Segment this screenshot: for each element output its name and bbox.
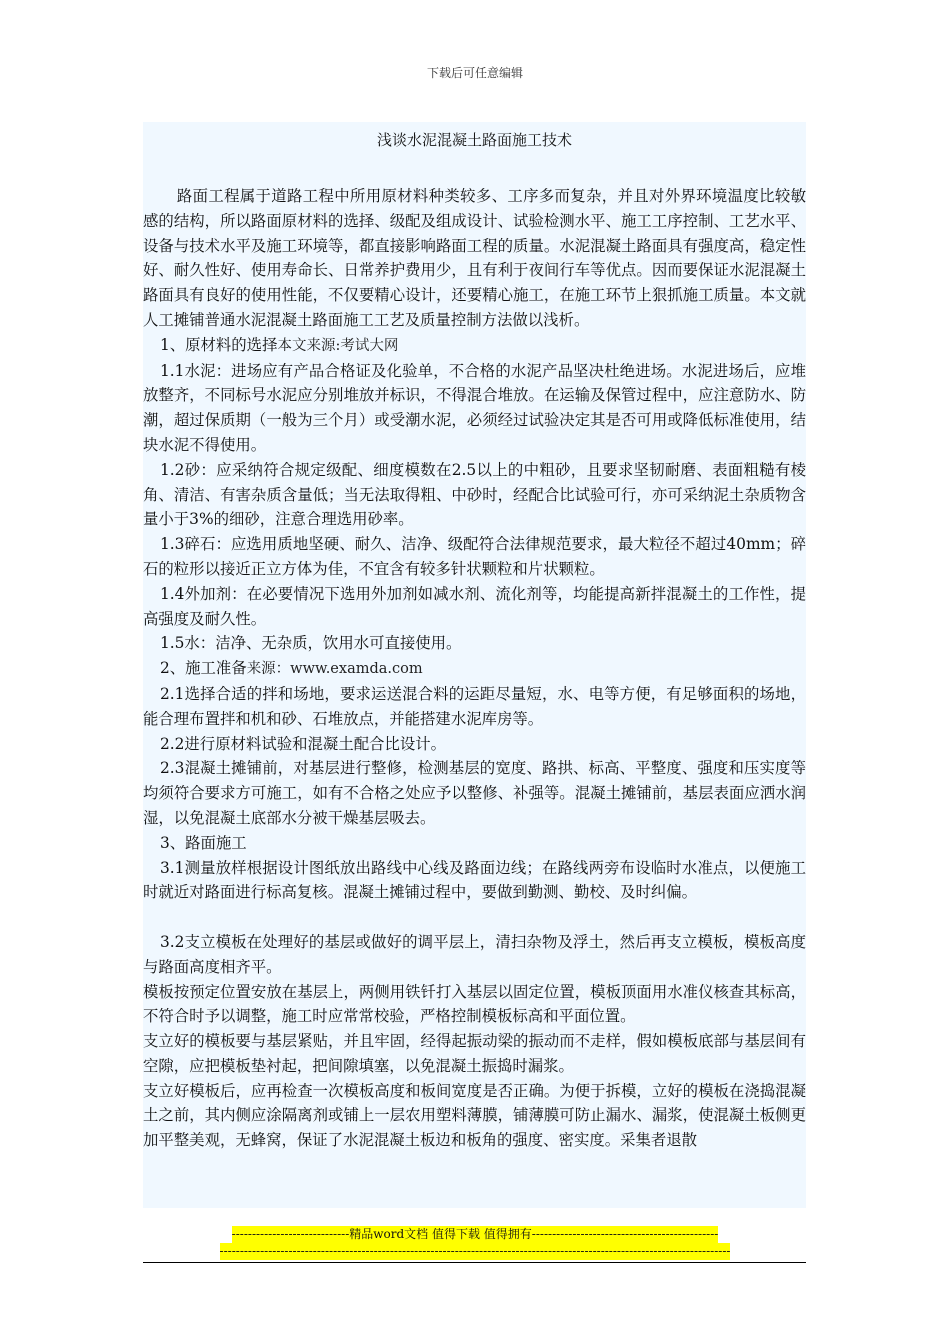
- section-2-source: 来源：www.examda.com: [246, 661, 423, 678]
- paragraph-1-5: 1.5水：洁净、无杂质，饮用水可直接使用。: [159, 634, 462, 653]
- paragraph-3-2-b: 支立好的模板要与基层紧贴，并且牢固，经得起振动梁的振动而不走样，假如模板底部与基层间有空隙，应把模板垫衬起，把间隙填塞，以免混凝土振捣时漏浆。: [143, 1032, 806, 1075]
- paragraph-1-1: 1.1水泥：进场应有产品合格证及化验单，不合格的水泥产品坚决杜绝进场。水泥进场后，应堆放整齐，不同标号水泥应分别堆放并标识，不得混合堆放。在运输及保管过程中，应注意防水、防潮，超过保质期（一般为三个月）或受潮水泥，必须经过试验决定其是否可用或降低标准使用，结块水泥不得使用。: [143, 361, 806, 454]
- footer-divider: [143, 1262, 806, 1263]
- section-1-heading: [143, 333, 806, 359]
- paragraph-3-2-c: 支立好模板后，应再检查一次模板高度和板间宽度是否正确。为便于拆模，立好的模板在浇捣混凝土之前，其内侧应涂隔离剂或铺上一层农用塑料薄膜，铺薄膜可防止漏水、漏浆，使混凝土板侧更加平整美观，无蜂窝，保证了水泥混凝土板边和板角的强度、密实度。采集者退散: [143, 1081, 806, 1150]
- section-1-title: 1、原材料的选择: [159, 335, 278, 354]
- section-1-source: 本文来源:考试大网: [277, 337, 399, 354]
- paragraph-1-3: 1.3碎石：应选用质地坚硬、耐久、洁净、级配符合法律规范要求，最大粒径不超过40mm；碎石的粒形以接近正立方体为佳，不宜含有较多针状颗粒和片状颗粒。: [143, 535, 806, 578]
- section-2-heading: [143, 656, 806, 682]
- document-title: 浅谈水泥混凝土路面施工技术: [376, 131, 572, 149]
- intro-paragraph: 路面工程属于道路工程中所用原材料种类较多、工序多而复杂，并且对外界环境温度比较敏感的结构，所以路面原材料的选择、级配及组成设计、试验检测水平、施工工序控制、工艺水平、设备与技术水平及施工环境等，都直接影响路面工程的质量。水泥混凝土路面具有强度高，稳定性好、耐久性好、使用寿命长、日常养护费用少，且有利于夜间行车等优点。因而要保证水泥混凝土路面具有良好的使用性能，不仅要精心设计，还要精心施工，在施工环节上狠抓施工质量。本文就人工摊铺普通水泥混凝土路面施工工艺及质量控制方法做以浅析。: [143, 187, 806, 329]
- section-2-title: 2、施工准备: [159, 659, 247, 678]
- paragraph-1-4: 1.4外加剂：在必要情况下选用外加剂如减水剂、流化剂等，均能提高新拌混凝土的工作性，提高强度及耐久性。: [143, 584, 806, 628]
- page-footer: [0, 1226, 950, 1260]
- footer-banner-line-1: -----------------------------精品word文档 值得下载 值得拥有----------------------------------------------: [231, 1227, 719, 1241]
- paragraph-2-3: 2.3混凝土摊铺前，对基层进行整修，检测基层的宽度、路拱、标高、平整度、强度和压实度等均须符合要求方可施工，如有不合格之处应予以整修、补强等。混凝土摊铺前，基层表面应洒水润湿，以免混凝土底部水分被干燥基层吸去。: [143, 759, 806, 827]
- paragraph-1-2: 1.2砂：应采纳符合规定级配、细度模数在2.5以上的中粗砂，且要求坚韧耐磨、表面粗糙有棱角、清洁、有害杂质含量低；当无法取得粗、中砂时，经配合比试验可行，亦可采纳泥土杂质物含量小于3%的细砂，注意合理选用砂率。: [143, 460, 806, 529]
- footer-banner-line-2: ------------------------------------------------------------------------------------------------------------------------------: [219, 1244, 731, 1258]
- article-text: [143, 184, 806, 1153]
- paragraph-3-2-a: 模板按预定位置安放在基层上，两侧用铁钎打入基层以固定位置，模板顶面用水准仪核查其标高，不符合时予以调整，施工时应常常校验，严格控制模板标高和平面位置。: [143, 982, 806, 1026]
- paragraph-2-2: 2.2进行原材料试验和混凝土配合比设计。: [159, 734, 447, 753]
- paragraph-2-1: 2.1选择合适的拌和场地，要求运送混合料的运距尽量短，水、电等方便，有足够面积的场地，能合理布置拌和机和砂、石堆放点，并能搭建水泥库房等。: [143, 684, 806, 728]
- blank-line: [143, 905, 806, 930]
- page-header: 下载后可任意编辑: [426, 66, 523, 80]
- paragraph-3-1: 3.1测量放样根据设计图纸放出路线中心线及路面边线；在路线两旁布设临时水准点，以便施工时就近对路面进行标高复核。混凝土摊铺过程中，要做到勤测、勤校、及时纠偏。: [143, 858, 806, 902]
- document-body: [143, 122, 806, 1208]
- section-3-heading: 3、路面施工: [159, 833, 247, 852]
- paragraph-3-2: 3.2支立模板在处理好的基层或做好的调平层上，清扫杂物及浮土，然后再支立模板，模板高度与路面高度相齐平。: [143, 932, 806, 976]
